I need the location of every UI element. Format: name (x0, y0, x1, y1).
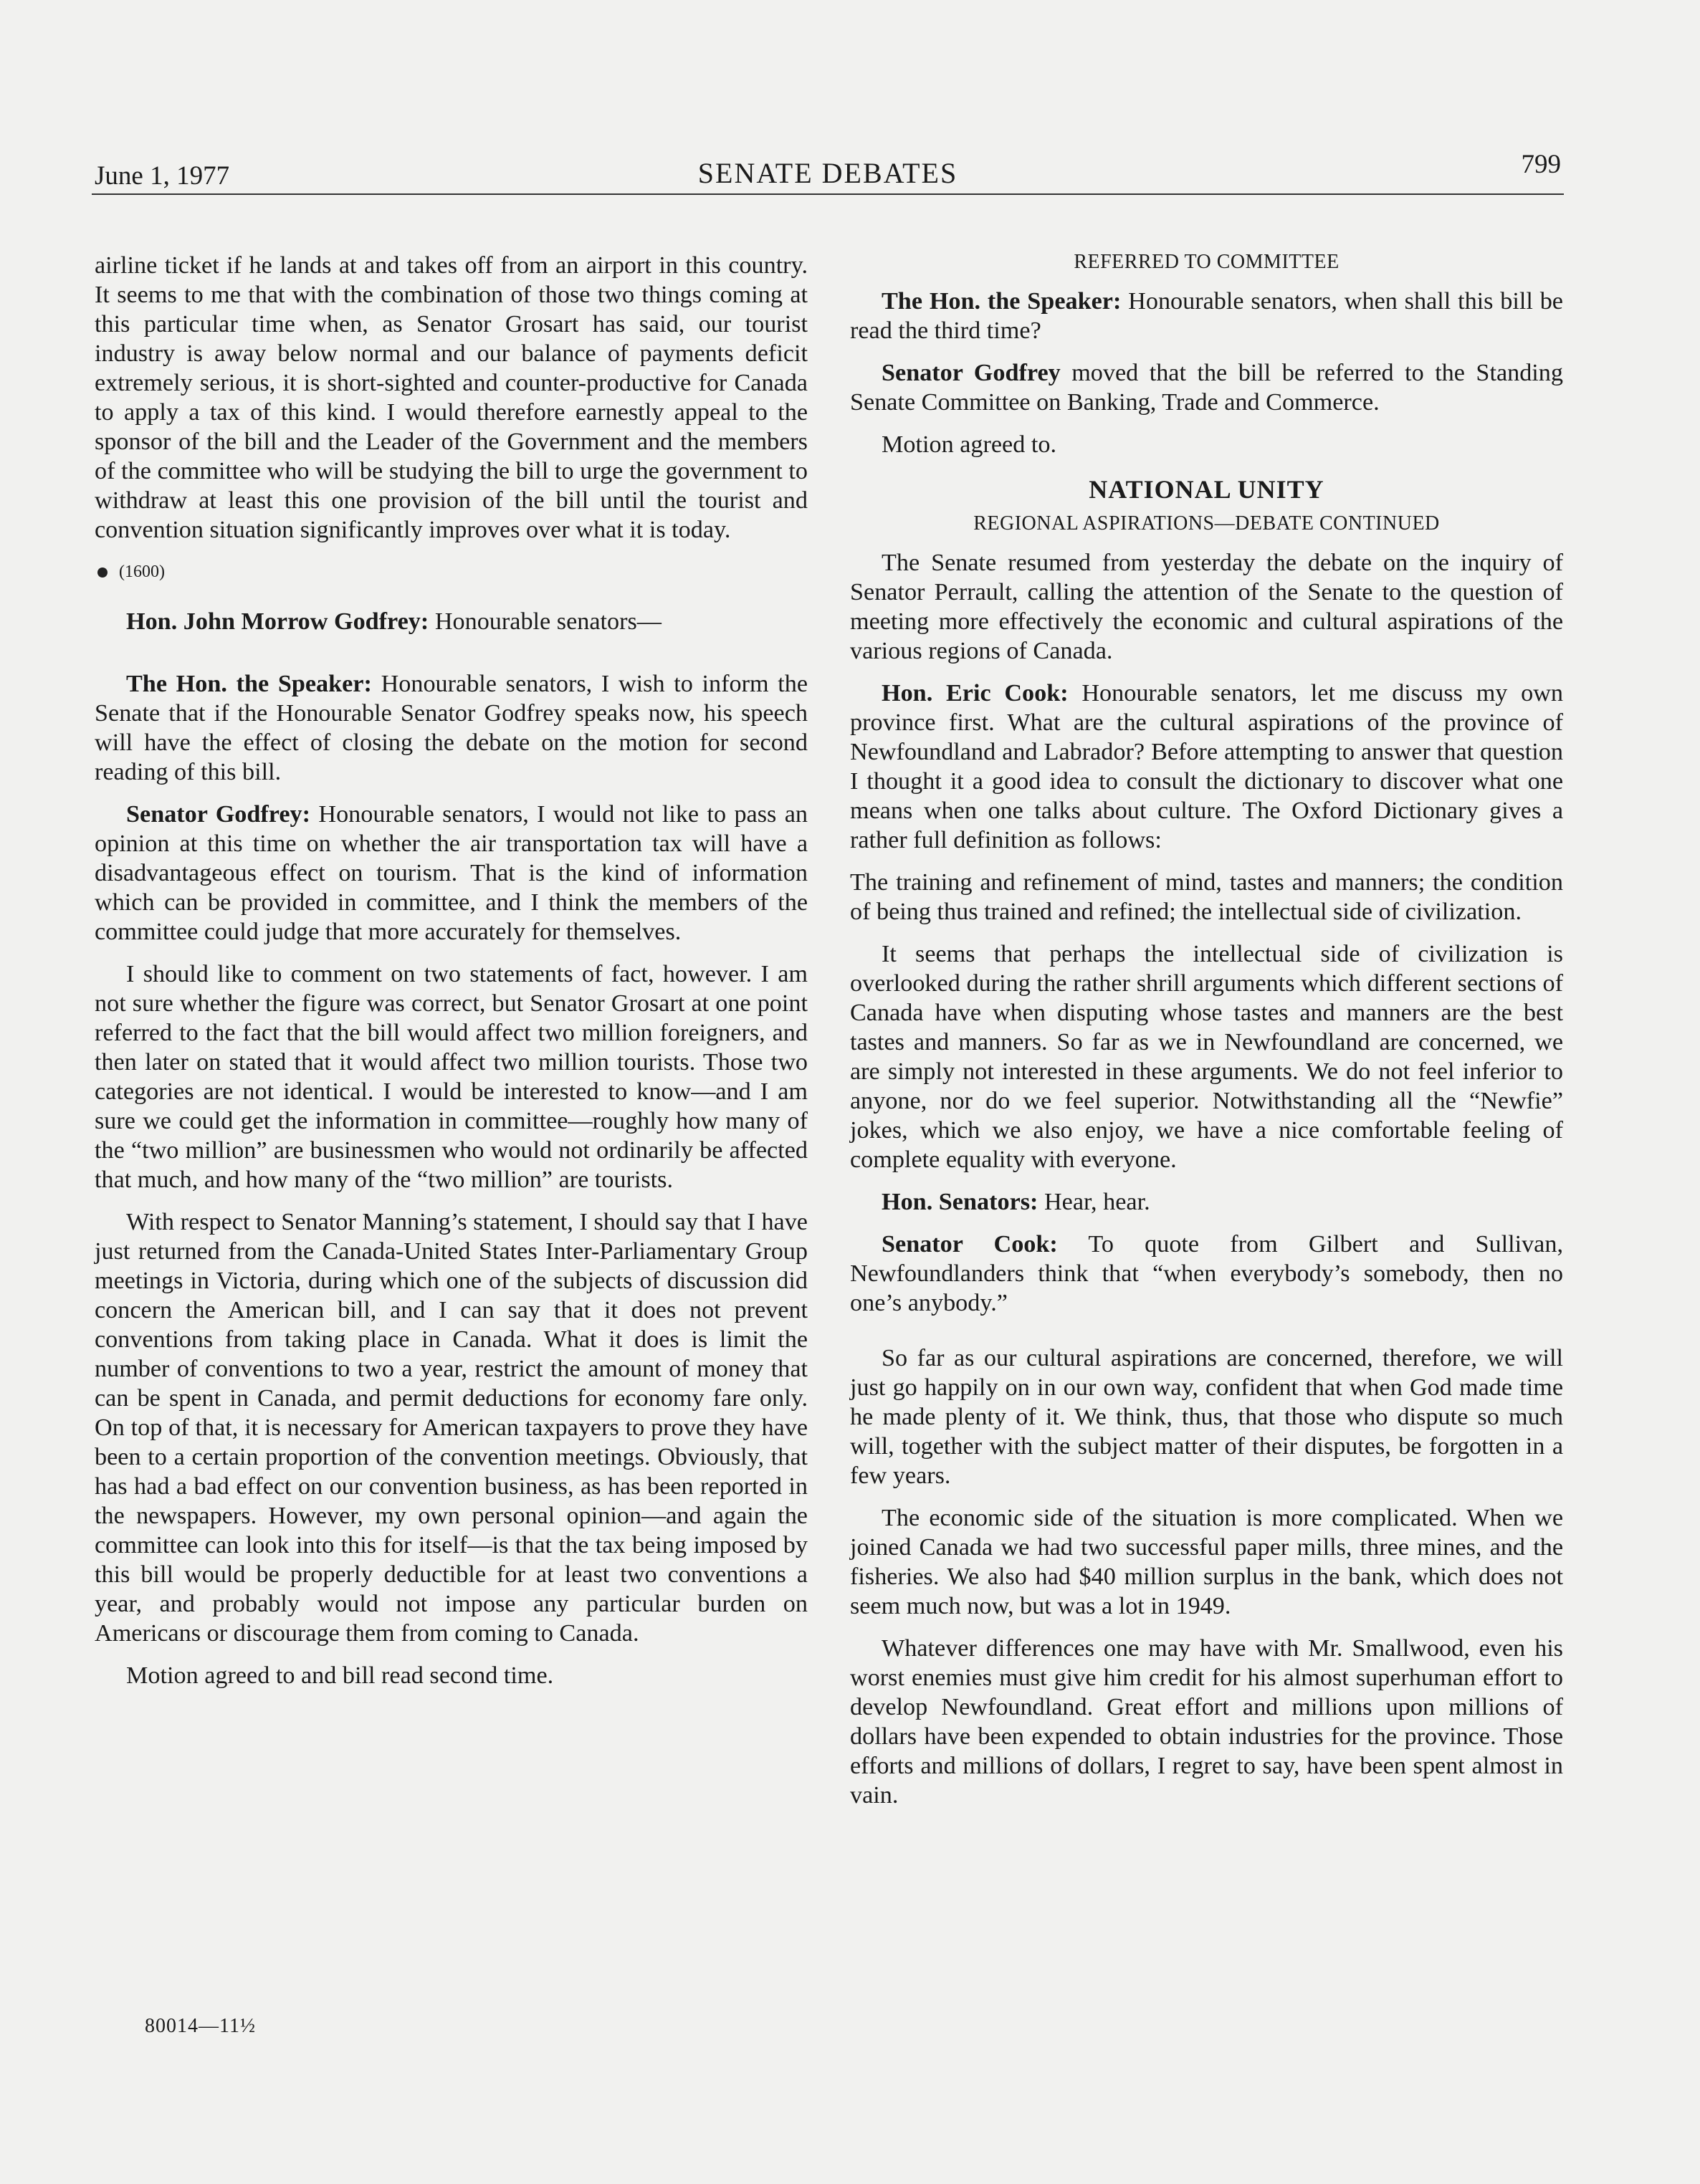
bullet-icon (97, 567, 108, 578)
speech-paragraph (850, 1230, 1563, 1318)
right-column (850, 247, 1563, 1823)
speaker-name: Hon. John Morrow Godfrey: (126, 608, 429, 635)
paragraph: So far as our cultural aspirations are concerned, therefore, we will just go happily on in our own way, confident that when God made time he made plenty of it. We think, thus, that those who dispute so much will, together with the subject matter of their disputes, be forgotten in a few years. (850, 1345, 1563, 1489)
speech-paragraph (95, 800, 808, 947)
time-marker (95, 557, 808, 587)
section-heading: NATIONAL UNITY (1089, 475, 1324, 504)
paragraph: Motion agreed to. (882, 431, 1057, 458)
speaker-name: Senator Godfrey (882, 360, 1061, 386)
paragraph: The Senate resumed from yesterday the debate on the inquiry of Senator Perrault, calling the attention of the Senate to the question of meeting more effectively the economic and cultural aspirations of the various regions of Canada. (850, 550, 1563, 664)
paragraph: With respect to Senator Manning’s statement, I should say that I have just returned from the Canada-United States Inter-Parliamentary Group meetings in Victoria, during which one of the subjects of discussion did concern the American bill, and I can say that it does not prevent conventions from taking place in Canada. What it does is limit the number of conventions to two a year, restrict the amount of money that can be spent in Canada, and permit deductions for economy fare only. On top of that, it is necessary for American taxpayers to prove they have been to a certain proportion of the convention meetings. Obviously, that has had a bad effect on our convention business, as has been reported in the newspapers. However, my own personal opinion—and again the committee can look into this for itself—is that the tax being imposed by this bill would be properly deductible for at least two conventions a year, and probably would not impose any particular burden on Americans or discourage them from coming to Canada. (95, 1209, 808, 1647)
paragraph: It seems that perhaps the intellectual side of civilization is overlooked during the rather shrill arguments which different sections of Canada have when disputing whose tastes and manners are the best tastes and manners. So far as we in Newfoundland are concerned, we are simply not interested in these arguments. We do not feel inferior to anyone, nor do we feel superior. Notwithstanding all the “Newfie” jokes, which we also enjoy, we have a nice comfortable feeling of complete equality with everyone. (850, 941, 1563, 1173)
speech-text: Honourable senators, when shall this bill be read the third time? (850, 288, 1563, 344)
speech-text: moved that the bill be referred to the Standing Senate Committee on Banking, Trade and Commerce. (850, 360, 1563, 416)
speech-paragraph (95, 669, 808, 787)
speaker-name: The Hon. the Speaker: (882, 288, 1122, 315)
page-number: 799 (1521, 150, 1561, 179)
speaker-name: Senator Godfrey: (126, 801, 311, 828)
speaker-name: Hon. Eric Cook: (882, 680, 1069, 707)
paragraph: airline ticket if he lands at and takes off from an airport in this country. It seems to me that with the combination of those two things coming at this particular time when, as Senator Grosart has said, our tourist industry is away below normal and our balance of payments deficit extremely serious, it is short-sighted and counter-productive for Canada to apply a tax of this kind. I would therefore earnestly appeal to the sponsor of the bill and the Leader of the Government and the members of the committee who will be studying the bill to urge the government to withdraw at least this one provision of the bill until the tourist and convention situation significantly improves over what it is today. (95, 252, 808, 543)
speaker-name: Senator Cook: (882, 1231, 1058, 1258)
speech-text: Honourable senators, I would not like to pass an opinion at this time on whether the air transportation tax will have a disadvantageous effect on tourism. That is the kind of information which can be provided in committee, and I think the members of the committee could judge that more accurately for themselves. (95, 801, 808, 945)
speaker-name: Hon. Senators: (882, 1189, 1038, 1215)
subheading: REGIONAL ASPIRATIONS—DEBATE CONTINUED (973, 512, 1440, 535)
speech-paragraph (850, 358, 1563, 417)
speaker-name: The Hon. the Speaker: (126, 671, 372, 697)
speech-text: Hear, hear. (1038, 1189, 1150, 1215)
footer-code: 80014—11½ (145, 2015, 256, 2037)
paragraph: The economic side of the situation is more complicated. When we joined Canada we had two successful paper mills, three mines, and the fisheries. We also had $40 million surplus in the bank, which does not seem much now, but was a lot in 1949. (850, 1505, 1563, 1619)
speech-paragraph (850, 287, 1563, 345)
paragraph: Whatever differences one may have with Mr. Smallwood, even his worst enemies must give him credit for his almost superhuman effort to develop Newfoundland. Great effort and millions upon millions of dollars have been expended to obtain industries for the province. Those efforts and millions of dollars, I regret to say, have been spent almost in vain. (850, 1635, 1563, 1809)
speech-text: Honourable senators, let me discuss my own province first. What are the cultural aspirations of the province of Newfoundland and Labrador? Before attempting to answer that question I thought it a good idea to consult the dictionary to discover what one means when one talks about culture. The Oxford Dictionary gives a rather full definition as follows: (850, 680, 1563, 853)
speech-paragraph (850, 1187, 1563, 1217)
left-column (95, 251, 808, 1703)
speech-paragraph (850, 679, 1563, 855)
header-date: June 1, 1977 (95, 161, 230, 191)
subheading: REFERRED TO COMMITTEE (1074, 251, 1340, 273)
speech-text: To quote from Gilbert and Sullivan, Newfoundlanders think that “when everybody’s somebody, then no one’s anybody.” (850, 1231, 1563, 1316)
speech-text: Honourable senators— (429, 608, 662, 635)
time-marker-text: (1600) (119, 562, 165, 581)
speech-paragraph (95, 607, 808, 636)
block-quote: The training and refinement of mind, tastes and manners; the condition of being thus trained and refined; the intellectual side of civilization. (850, 869, 1563, 925)
paragraph: Motion agreed to and bill read second time. (126, 1662, 554, 1689)
paragraph: I should like to comment on two statements of fact, however. I am not sure whether the figure was correct, but Senator Grosart at one point referred to the fact that the bill would affect two million foreigners, and then later on stated that it would affect two million tourists. Those two categories are not identical. I would be interested to know—and I am sure we could get the information in committee—roughly how many of the “two million” are businessmen who would not ordinarily be affected that much, and how many of the “two million” are tourists. (95, 961, 808, 1193)
header-title: SENATE DEBATES (697, 157, 958, 189)
speech-text: Honourable senators, I wish to inform the Senate that if the Honourable Senator Godfrey speaks now, his speech will have the effect of closing the debate on the motion for second reading of this bill. (95, 671, 808, 785)
page-header (92, 143, 1564, 195)
